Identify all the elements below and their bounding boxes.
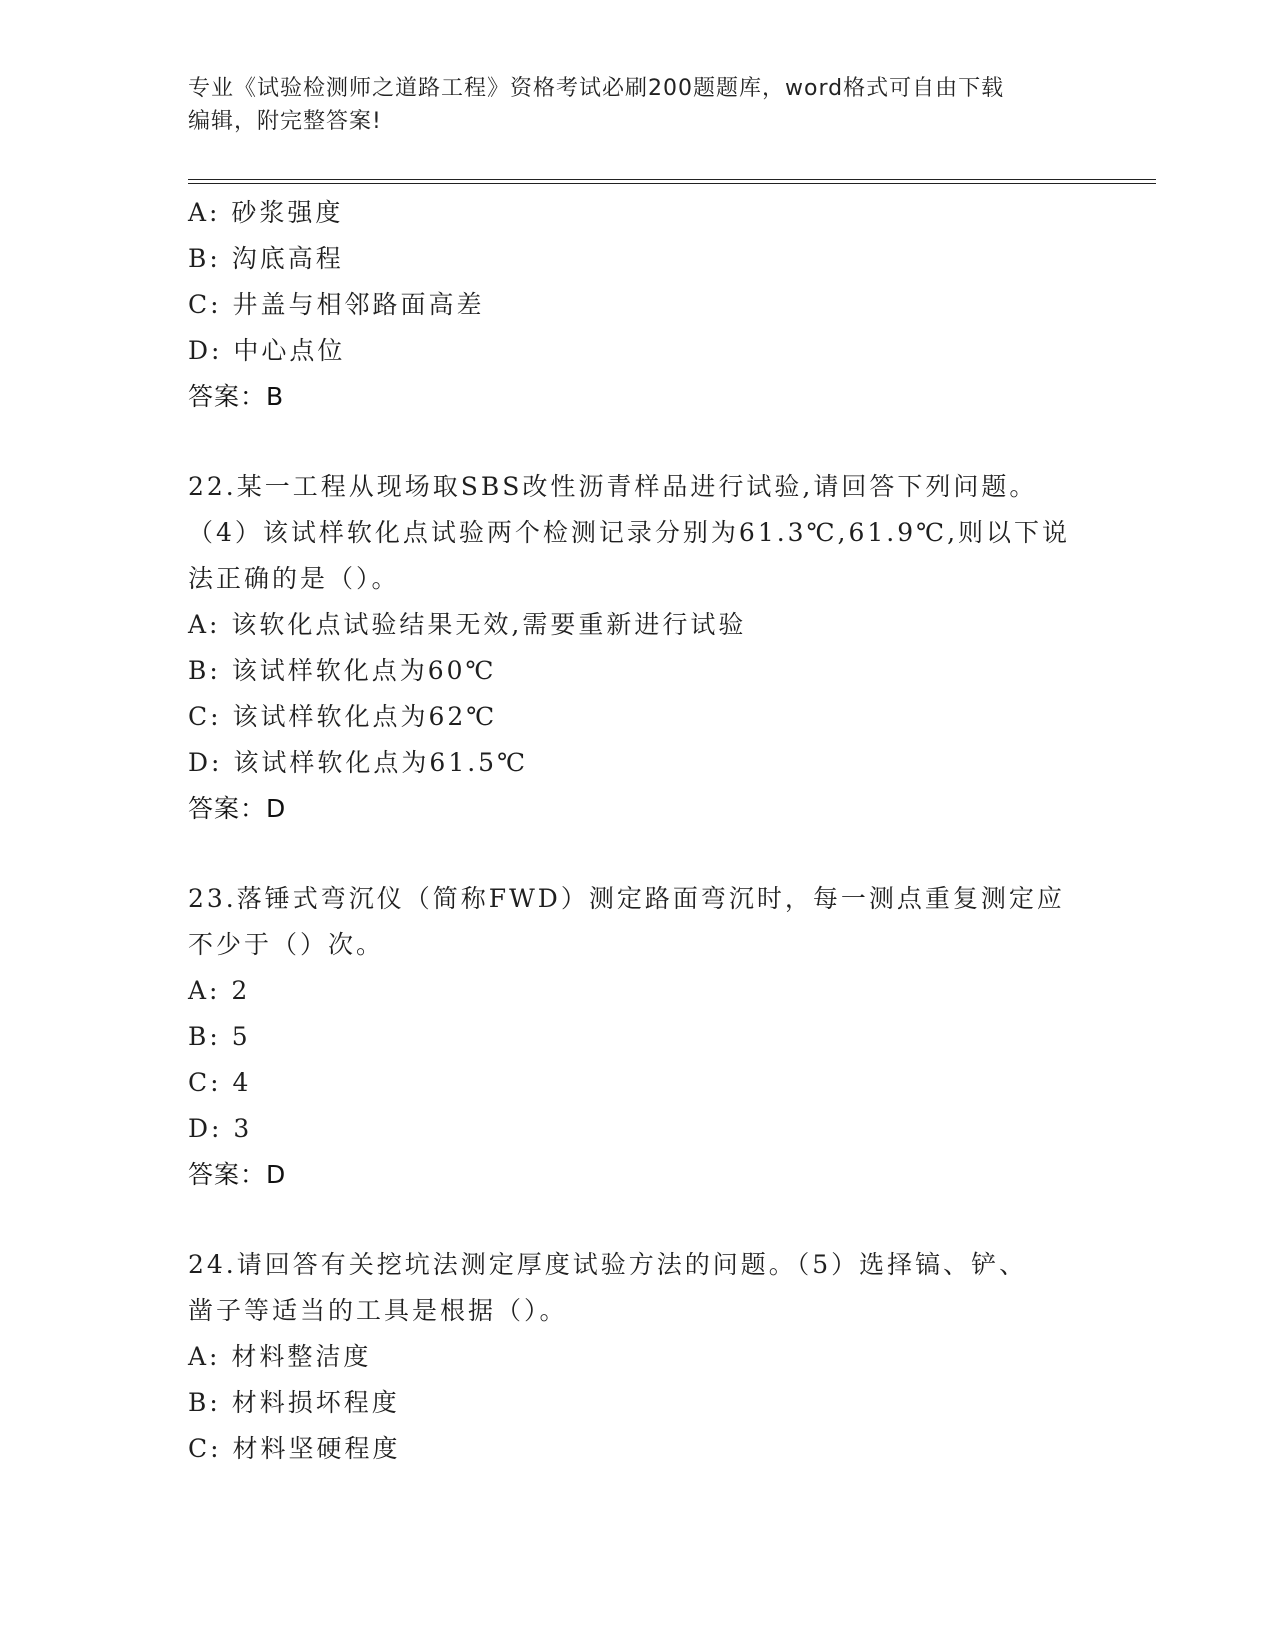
answer: 答案：D: [188, 1160, 287, 1189]
document-body: [188, 190, 1088, 1472]
header-title-line-1: 专业《试验检测师之道路工程》资格考试必刷200题题库，word格式可自由下载: [188, 76, 1005, 101]
option-a: A: 该软化点试验结果无效,需要重新进行试验: [188, 610, 747, 639]
header-divider-bottom: [188, 183, 1156, 184]
question-stem-line: 24.请回答有关挖坑法测定厚度试验方法的问题。（5）选择镐、铲、: [188, 1250, 1028, 1279]
question-stem-line: 23.落锤式弯沉仪（简称FWD）测定路面弯沉时，每一测点重复测定应: [188, 884, 1065, 913]
question-22: [188, 464, 1088, 832]
header-title-line-2: 编辑，附完整答案!: [188, 109, 382, 134]
option-c: C: 4: [188, 1068, 252, 1097]
answer: 答案：B: [188, 382, 285, 411]
option-d: D: 3: [188, 1114, 253, 1143]
option-d: D: 该试样软化点为61.5℃: [188, 748, 529, 777]
option-c: C: 该试样软化点为62℃: [188, 702, 498, 731]
answer: 答案：D: [188, 794, 287, 823]
option-c: C: 井盖与相邻路面高差: [188, 290, 485, 319]
question-stem-line: （4）该试样软化点试验两个检测记录分别为61.3℃,61.9℃,则以下说: [188, 518, 1071, 547]
header-divider-top: [188, 179, 1156, 180]
option-a: A: 砂浆强度: [188, 198, 344, 227]
option-a: A: 材料整洁度: [188, 1342, 372, 1371]
option-c: C: 材料坚硬程度: [188, 1434, 401, 1463]
document-header: [188, 72, 1088, 138]
question-23: [188, 876, 1088, 1198]
question-stem-line: 法正确的是（）。: [188, 564, 400, 593]
option-b: B: 材料损坏程度: [188, 1388, 400, 1417]
option-b: B: 5: [188, 1022, 251, 1051]
question-24: [188, 1242, 1088, 1472]
option-b: B: 沟底高程: [188, 244, 344, 273]
question-stem-line: 凿子等适当的工具是根据（）。: [188, 1296, 568, 1325]
option-b: B: 该试样软化点为60℃: [188, 656, 497, 685]
question-stem-line: 不少于（）次。: [188, 930, 385, 959]
question-spacer: [188, 832, 1088, 876]
option-a: A: 2: [188, 976, 251, 1005]
question-spacer: [188, 1198, 1088, 1242]
option-d: D: 中心点位: [188, 336, 346, 365]
question-21: [188, 190, 1088, 420]
question-stem-line: 22.某一工程从现场取SBS改性沥青样品进行试验,请回答下列问题。: [188, 472, 1038, 501]
question-spacer: [188, 420, 1088, 464]
